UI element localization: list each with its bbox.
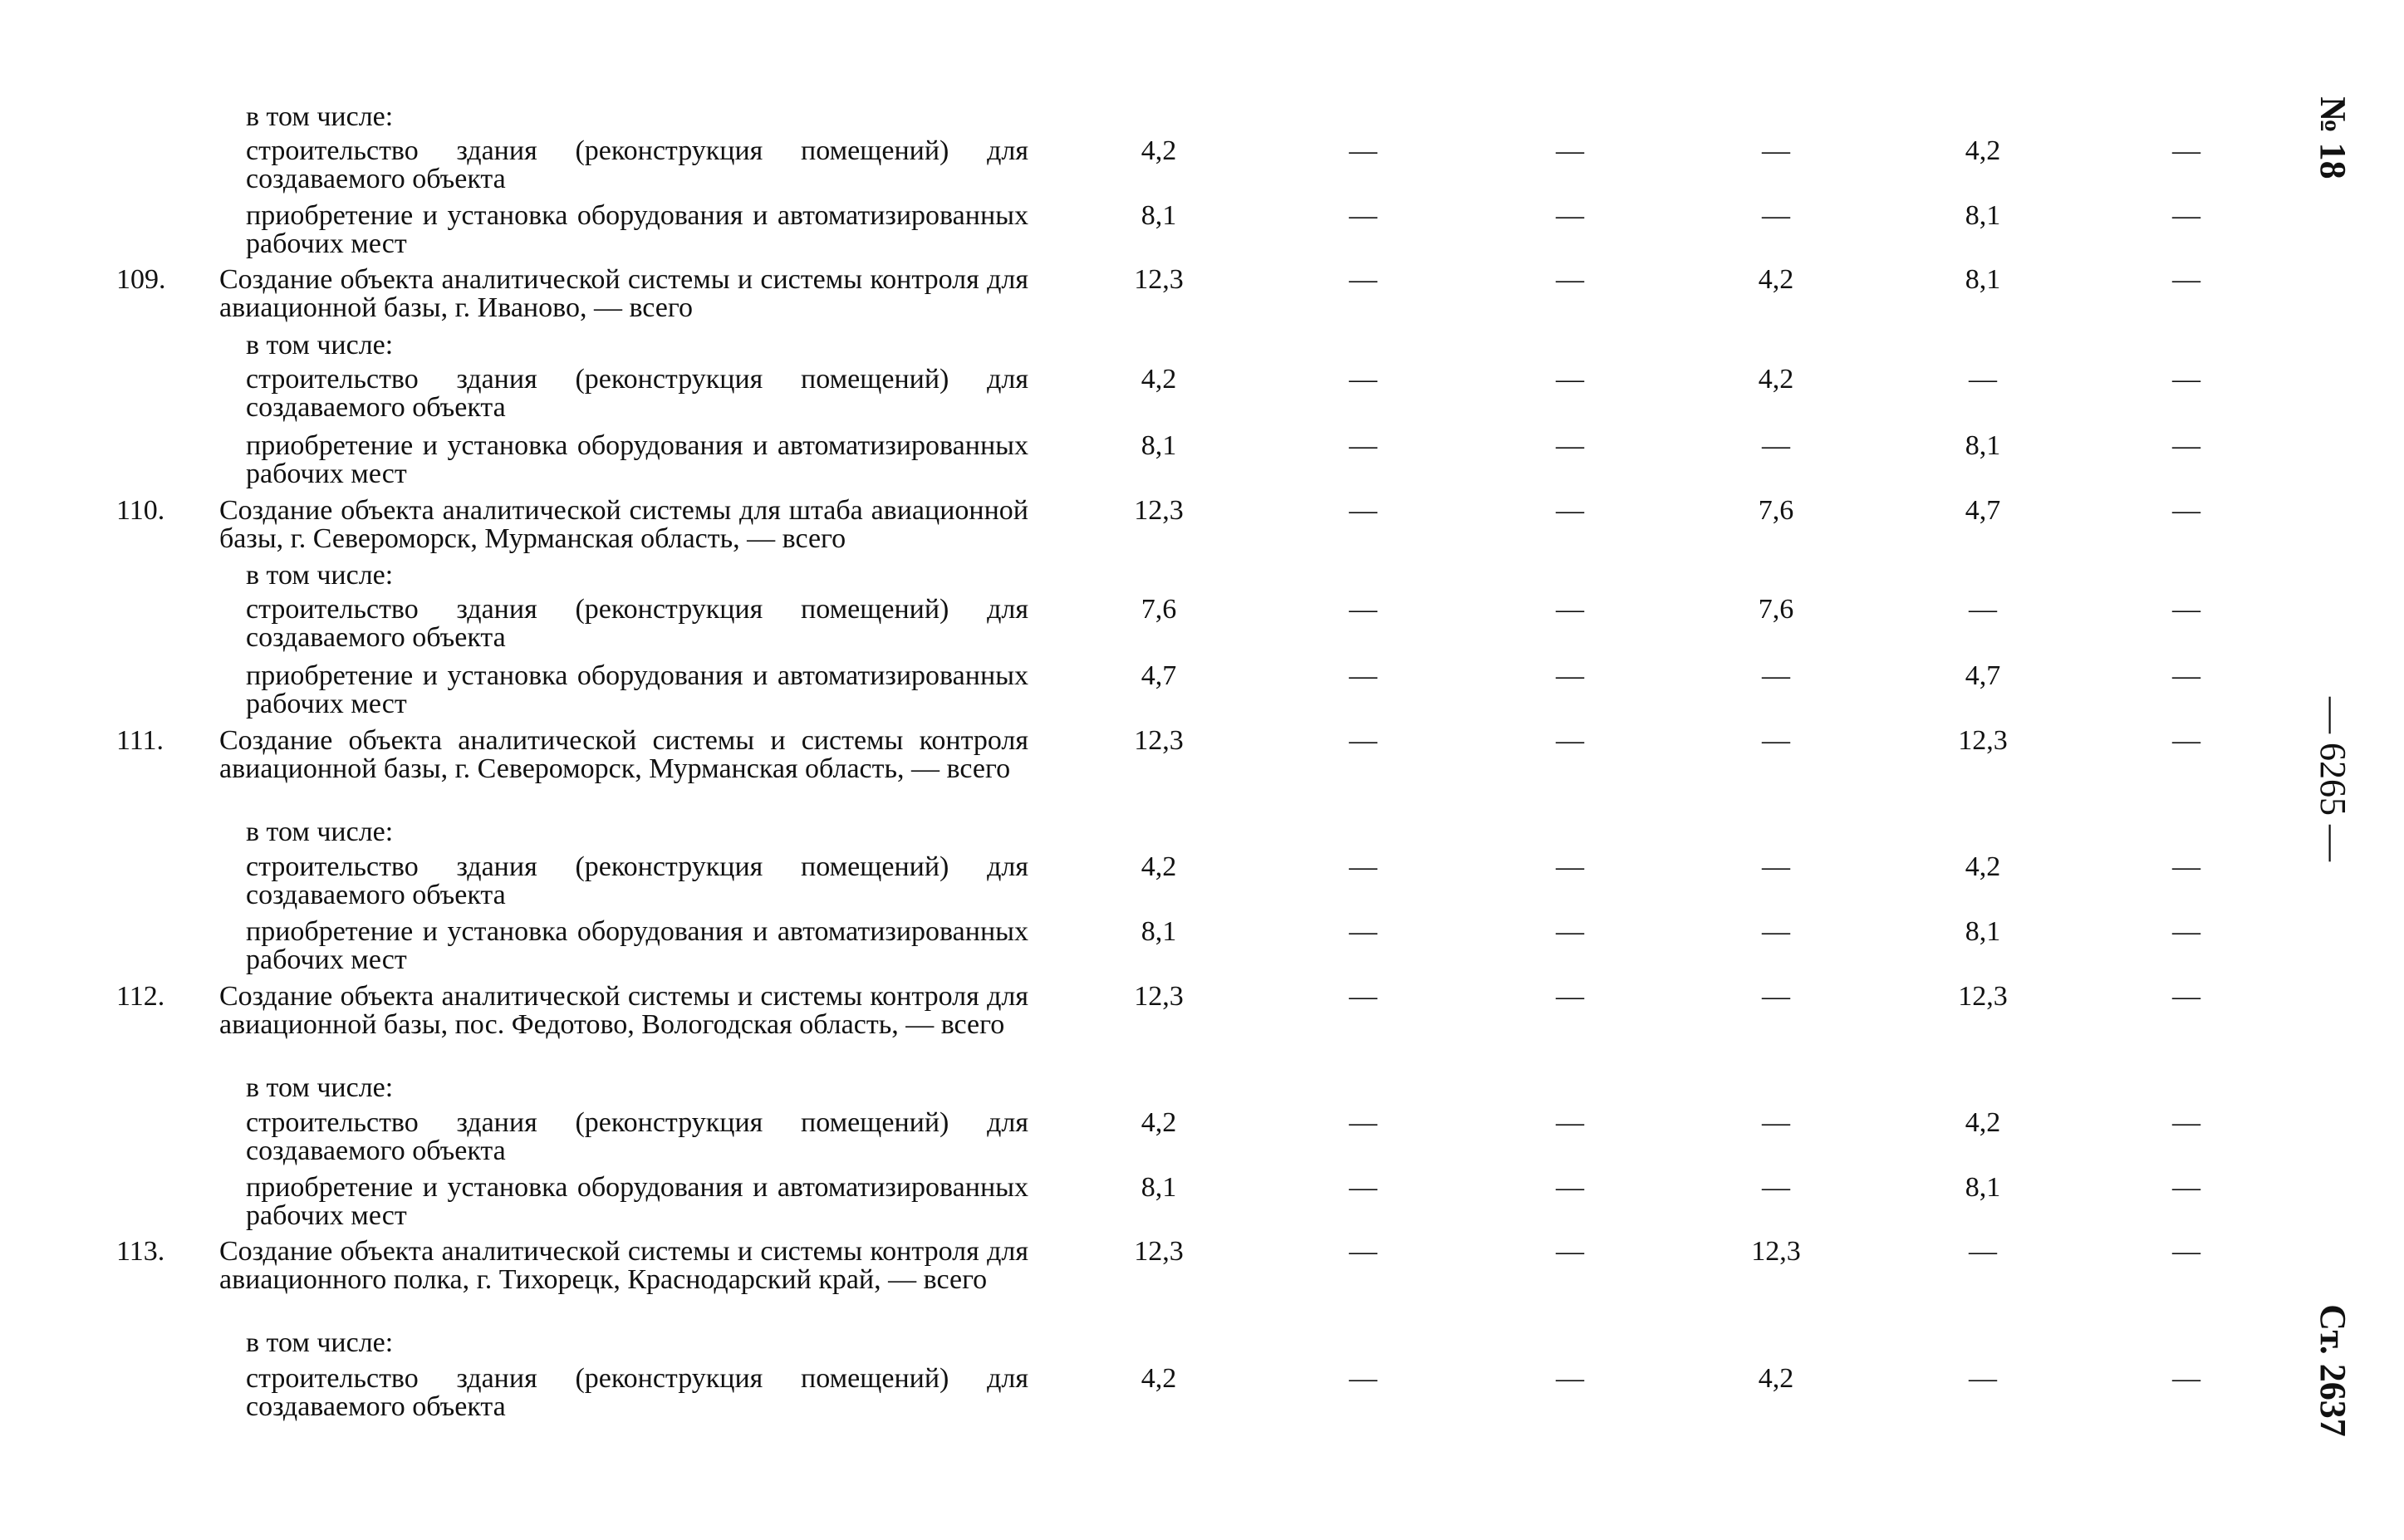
item-description: приобретение и установка оборудования и автоматизированных рабочих мест bbox=[246, 430, 1028, 489]
table-row-subitem bbox=[0, 596, 2259, 662]
item-number: 110. bbox=[116, 495, 165, 526]
table-row-item bbox=[0, 983, 2259, 1049]
value-cell-col-2: — bbox=[1349, 851, 1377, 882]
item-description: в том числе: bbox=[246, 817, 394, 847]
value-cell-col-4: 4,2 bbox=[1758, 1363, 1794, 1394]
value-cell-col-2: — bbox=[1349, 981, 1377, 1012]
item-description: в том числе: bbox=[246, 330, 394, 360]
value-cell-col-4: — bbox=[1762, 981, 1790, 1012]
value-cell-col-5: 8,1 bbox=[1965, 264, 2001, 295]
value-cell-col-4: 4,2 bbox=[1758, 264, 1794, 295]
value-cell-col-1: 8,1 bbox=[1141, 430, 1177, 461]
value-cell-col-6: — bbox=[2172, 264, 2200, 295]
table-row-item bbox=[0, 727, 2259, 793]
value-cell-col-5: 4,7 bbox=[1965, 495, 2001, 526]
value-cell-col-3: — bbox=[1556, 1172, 1584, 1203]
value-cell-col-5: — bbox=[1969, 1363, 1997, 1394]
value-cell-col-2: — bbox=[1349, 495, 1377, 526]
item-description: в том числе: bbox=[246, 1327, 394, 1358]
value-cell-col-4: — bbox=[1762, 851, 1790, 882]
value-cell-col-3: — bbox=[1556, 981, 1584, 1012]
value-cell-col-4: — bbox=[1762, 1107, 1790, 1138]
value-cell-col-1: 4,2 bbox=[1141, 1107, 1177, 1138]
item-description: в том числе: bbox=[246, 1072, 394, 1103]
value-cell-col-1: 12,3 bbox=[1134, 495, 1184, 526]
value-cell-col-2: — bbox=[1349, 264, 1377, 295]
value-cell-col-5: 4,2 bbox=[1965, 135, 2001, 166]
table-row-item bbox=[0, 1238, 2259, 1304]
item-description: Создание объекта аналитической системы и системы контроля авиационной базы, г. Североморск, Мурманская область, — всего bbox=[219, 725, 1028, 784]
table-row-subitem bbox=[0, 137, 2259, 204]
value-cell-col-4: — bbox=[1762, 430, 1790, 461]
item-number: 109. bbox=[116, 264, 166, 295]
value-cell-col-4: — bbox=[1762, 135, 1790, 166]
value-cell-col-3: — bbox=[1556, 725, 1584, 756]
value-cell-col-2: — bbox=[1349, 594, 1377, 625]
value-cell-col-3: — bbox=[1556, 135, 1584, 166]
value-cell-col-1: 4,7 bbox=[1141, 660, 1177, 691]
value-cell-col-3: — bbox=[1556, 1107, 1584, 1138]
value-cell-col-5: 12,3 bbox=[1958, 981, 2008, 1012]
item-number: 112. bbox=[116, 981, 165, 1012]
value-cell-col-2: — bbox=[1349, 430, 1377, 461]
table-row-subitem bbox=[0, 1109, 2259, 1175]
item-description: приобретение и установка оборудования и автоматизированных рабочих мест bbox=[246, 916, 1028, 975]
value-cell-col-4: — bbox=[1762, 660, 1790, 691]
value-cell-col-2: — bbox=[1349, 916, 1377, 947]
value-cell-col-6: — bbox=[2172, 851, 2200, 882]
value-cell-col-4: — bbox=[1762, 1172, 1790, 1203]
item-description: строительство здания (реконструкция помещений) для создаваемого объекта bbox=[246, 594, 1028, 653]
value-cell-col-3: — bbox=[1556, 1236, 1584, 1267]
value-cell-col-4: 12,3 bbox=[1751, 1236, 1801, 1267]
value-cell-col-5: 8,1 bbox=[1965, 200, 2001, 231]
item-description: Создание объекта аналитической системы и системы контроля для авиационного полка, г. Тихорецк, Краснодарский край, — всего bbox=[219, 1236, 1028, 1295]
value-cell-col-1: 8,1 bbox=[1141, 1172, 1177, 1203]
value-cell-col-6: — bbox=[2172, 495, 2200, 526]
value-cell-col-2: — bbox=[1349, 1172, 1377, 1203]
value-cell-col-3: — bbox=[1556, 430, 1584, 461]
value-cell-col-3: — bbox=[1556, 200, 1584, 231]
item-description: строительство здания (реконструкция помещений) для создаваемого объекта bbox=[246, 1107, 1028, 1166]
item-description: в том числе: bbox=[246, 101, 394, 132]
table-row-subitem bbox=[0, 918, 2259, 984]
value-cell-col-3: — bbox=[1556, 1363, 1584, 1394]
value-cell-col-6: — bbox=[2172, 725, 2200, 756]
value-cell-col-1: 12,3 bbox=[1134, 981, 1184, 1012]
value-cell-col-2: — bbox=[1349, 1363, 1377, 1394]
item-number: 113. bbox=[116, 1236, 165, 1267]
value-cell-col-6: — bbox=[2172, 1363, 2200, 1394]
table-row-subitem bbox=[0, 662, 2259, 728]
value-cell-col-1: 4,2 bbox=[1141, 851, 1177, 882]
issue-number: № 18 bbox=[2313, 96, 2353, 179]
item-description: строительство здания (реконструкция помещений) для создаваемого объекта bbox=[246, 1363, 1028, 1422]
item-description: строительство здания (реконструкция помещений) для создаваемого объекта bbox=[246, 135, 1028, 194]
item-description: строительство здания (реконструкция помещений) для создаваемого объекта bbox=[246, 364, 1028, 423]
item-description: Создание объекта аналитической системы и системы контроля для авиационной базы, пос. Федотово, Вологодская область, — всего bbox=[219, 981, 1028, 1040]
value-cell-col-6: — bbox=[2172, 1172, 2200, 1203]
value-cell-col-4: — bbox=[1762, 916, 1790, 947]
table-row-subitem bbox=[0, 1365, 2259, 1431]
value-cell-col-6: — bbox=[2172, 594, 2200, 625]
value-cell-col-5: 8,1 bbox=[1965, 430, 2001, 461]
value-cell-col-6: — bbox=[2172, 430, 2200, 461]
value-cell-col-1: 4,2 bbox=[1141, 1363, 1177, 1394]
item-description: Создание объекта аналитической системы и системы контроля для авиационной базы, г. Иваново, — всего bbox=[219, 264, 1028, 323]
value-cell-col-5: 12,3 bbox=[1958, 725, 2008, 756]
value-cell-col-2: — bbox=[1349, 1236, 1377, 1267]
value-cell-col-3: — bbox=[1556, 851, 1584, 882]
value-cell-col-3: — bbox=[1556, 364, 1584, 395]
item-description: строительство здания (реконструкция помещений) для создаваемого объекта bbox=[246, 851, 1028, 910]
table-row-subitem bbox=[0, 202, 2259, 268]
item-description: приобретение и установка оборудования и автоматизированных рабочих мест bbox=[246, 660, 1028, 719]
item-description: Создание объекта аналитической системы для штаба авиационной базы, г. Североморск, Мурманская область, — всего bbox=[219, 495, 1028, 554]
value-cell-col-1: 4,2 bbox=[1141, 364, 1177, 395]
value-cell-col-3: — bbox=[1556, 264, 1584, 295]
value-cell-col-2: — bbox=[1349, 135, 1377, 166]
value-cell-col-5: 8,1 bbox=[1965, 1172, 2001, 1203]
value-cell-col-4: 7,6 bbox=[1758, 495, 1794, 526]
value-cell-col-5: 4,2 bbox=[1965, 851, 2001, 882]
article-number: Ст. 2637 bbox=[2313, 1304, 2353, 1437]
value-cell-col-6: — bbox=[2172, 660, 2200, 691]
item-description: приобретение и установка оборудования и автоматизированных рабочих мест bbox=[246, 1172, 1028, 1231]
value-cell-col-2: — bbox=[1349, 660, 1377, 691]
value-cell-col-6: — bbox=[2172, 1236, 2200, 1267]
value-cell-col-1: 4,2 bbox=[1141, 135, 1177, 166]
value-cell-col-3: — bbox=[1556, 594, 1584, 625]
value-cell-col-1: 8,1 bbox=[1141, 200, 1177, 231]
value-cell-col-2: — bbox=[1349, 200, 1377, 231]
value-cell-col-4: 4,2 bbox=[1758, 364, 1794, 395]
table-row-subitem bbox=[0, 432, 2259, 498]
value-cell-col-3: — bbox=[1556, 495, 1584, 526]
item-description: в том числе: bbox=[246, 560, 394, 591]
value-cell-col-1: 12,3 bbox=[1134, 725, 1184, 756]
item-number: 111. bbox=[116, 725, 164, 756]
table-row-item bbox=[0, 266, 2259, 332]
value-cell-col-6: — bbox=[2172, 981, 2200, 1012]
value-cell-col-6: — bbox=[2172, 364, 2200, 395]
table-row-item bbox=[0, 497, 2259, 563]
table-row-subitem bbox=[0, 365, 2259, 432]
value-cell-col-1: 7,6 bbox=[1141, 594, 1177, 625]
value-cell-col-5: 8,1 bbox=[1965, 916, 2001, 947]
table-row-subitem bbox=[0, 1174, 2259, 1240]
value-cell-col-2: — bbox=[1349, 725, 1377, 756]
value-cell-col-2: — bbox=[1349, 1107, 1377, 1138]
value-cell-col-4: — bbox=[1762, 725, 1790, 756]
value-cell-col-6: — bbox=[2172, 135, 2200, 166]
value-cell-col-2: — bbox=[1349, 364, 1377, 395]
table-row-subitem bbox=[0, 853, 2259, 920]
value-cell-col-5: — bbox=[1969, 1236, 1997, 1267]
value-cell-col-6: — bbox=[2172, 916, 2200, 947]
value-cell-col-5: 4,2 bbox=[1965, 1107, 2001, 1138]
value-cell-col-1: 12,3 bbox=[1134, 1236, 1184, 1267]
value-cell-col-6: — bbox=[2172, 1107, 2200, 1138]
value-cell-col-1: 12,3 bbox=[1134, 264, 1184, 295]
value-cell-col-6: — bbox=[2172, 200, 2200, 231]
value-cell-col-3: — bbox=[1556, 916, 1584, 947]
value-cell-col-5: — bbox=[1969, 594, 1997, 625]
value-cell-col-4: 7,6 bbox=[1758, 594, 1794, 625]
value-cell-col-1: 8,1 bbox=[1141, 916, 1177, 947]
value-cell-col-3: — bbox=[1556, 660, 1584, 691]
value-cell-col-4: — bbox=[1762, 200, 1790, 231]
value-cell-col-5: 4,7 bbox=[1965, 660, 2001, 691]
page-number: — 6265 — bbox=[2313, 697, 2353, 861]
value-cell-col-5: — bbox=[1969, 364, 1997, 395]
item-description: приобретение и установка оборудования и автоматизированных рабочих мест bbox=[246, 200, 1028, 259]
